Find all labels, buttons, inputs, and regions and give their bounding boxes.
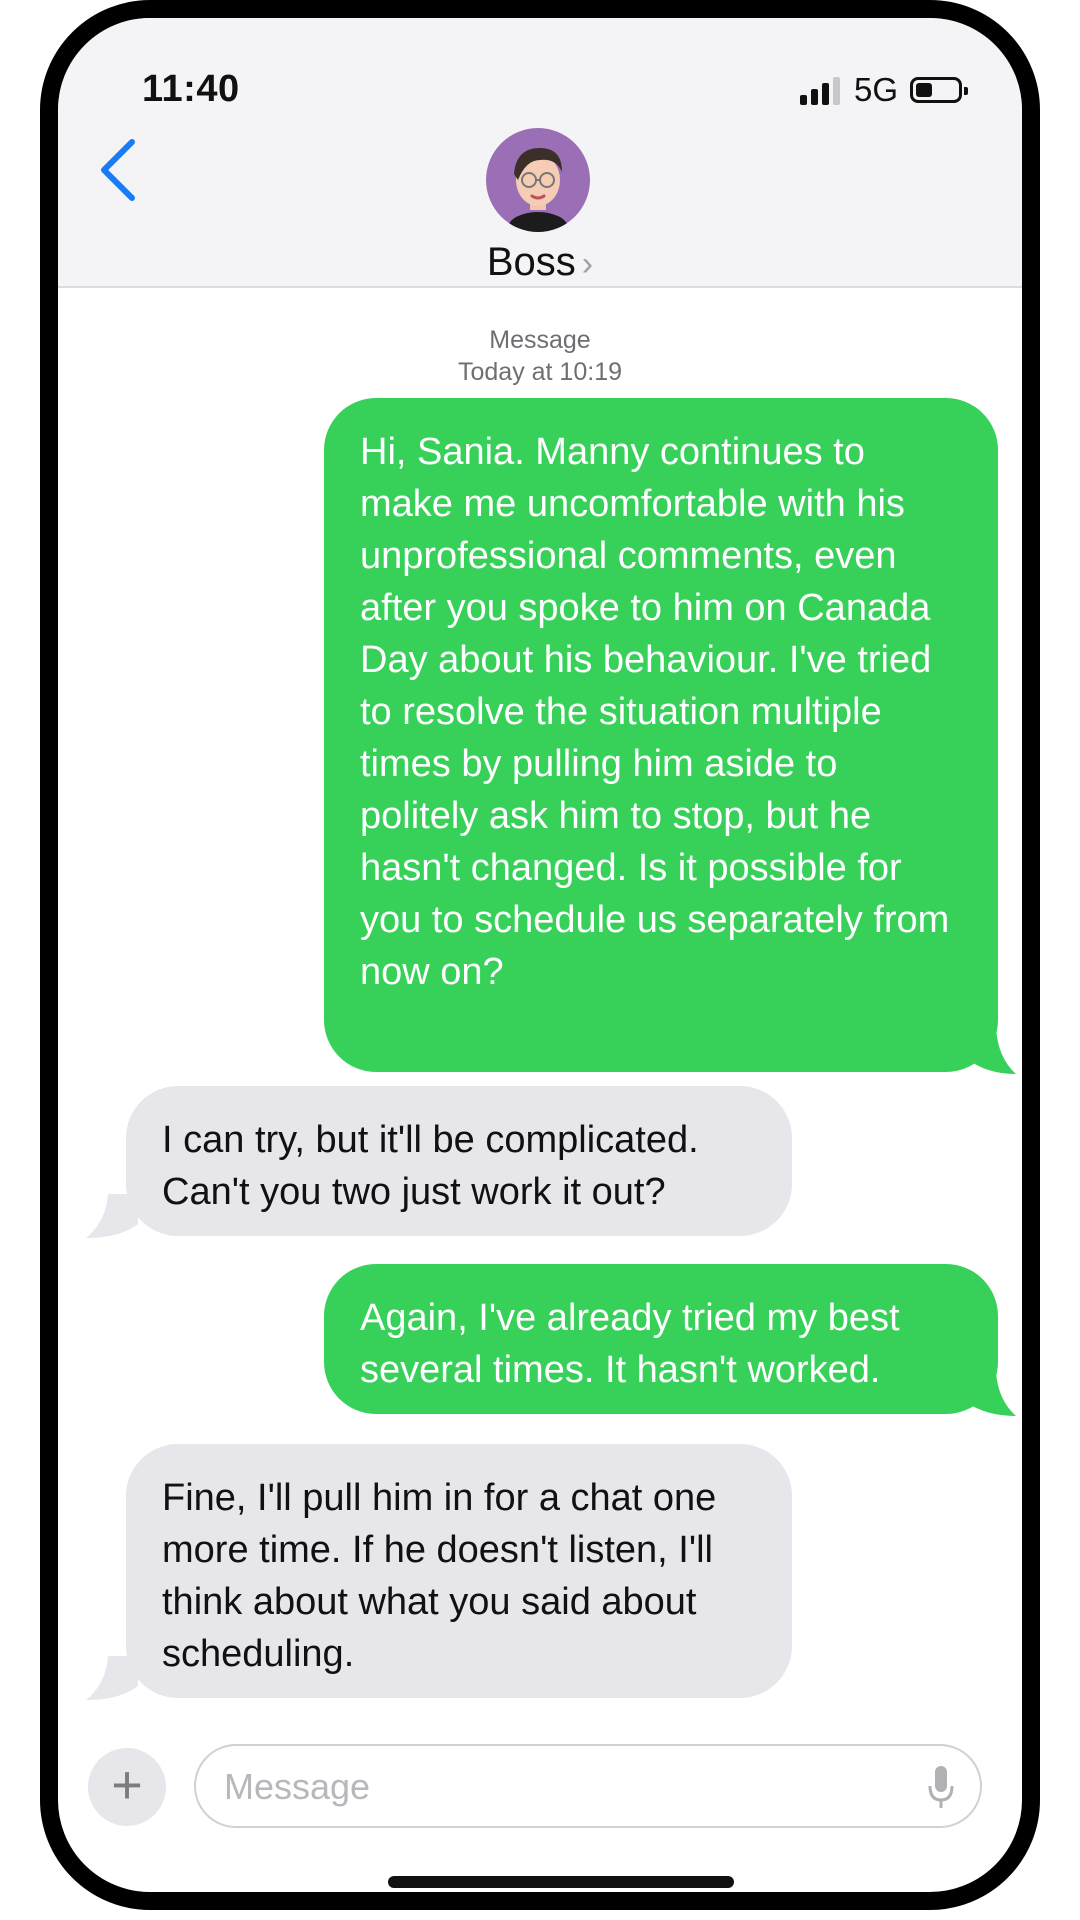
- composer: [58, 1738, 1022, 1838]
- thread-meta-label: Message: [489, 326, 591, 354]
- message-text: Hi, Sania. Manny continues to make me uncomfortable with his unprofessional comments, even after you spoke to him on Canada Day about his behaviour. I've tried to resolve the situation multiple times by pulling him aside to politely ask him to stop, but he hasn't changed. Is it possible for you to schedule us separately from now on?: [360, 431, 950, 993]
- plus-icon[interactable]: +: [88, 1748, 166, 1826]
- battery-icon: [910, 77, 962, 103]
- phone-frame: [40, 0, 1040, 1910]
- signal-icon: [800, 75, 844, 105]
- bubble-tail: [966, 1372, 1016, 1418]
- message-bubble-received[interactable]: [126, 1086, 792, 1236]
- message-text: I can try, but it'll be complicated. Can't you two just work it out?: [162, 1119, 699, 1213]
- bubble-tail: [86, 1656, 138, 1702]
- contact-name-label: Boss: [486, 240, 576, 284]
- contact-name[interactable]: [58, 240, 1022, 285]
- message-input-placeholder: Message: [224, 1766, 371, 1807]
- status-bar-indicators: [800, 70, 962, 110]
- thread-meta-timestamp: Today at 10:19: [457, 358, 622, 386]
- thread-meta: [58, 324, 1022, 388]
- message-bubble-sent[interactable]: [324, 398, 998, 1072]
- chevron-left-icon[interactable]: [88, 130, 148, 210]
- chevron-right-icon: ›: [581, 245, 594, 283]
- message-text: Again, I've already tried my best several times. It hasn't worked.: [360, 1297, 900, 1391]
- bubble-tail: [966, 1028, 1016, 1076]
- message-text: Fine, I'll pull him in for a chat one more time. If he doesn't listen, I'll think about what you said about scheduling.: [162, 1477, 717, 1675]
- message-bubble-received[interactable]: [126, 1444, 792, 1698]
- network-label: 5G: [853, 71, 898, 108]
- home-indicator[interactable]: [388, 1876, 734, 1888]
- conversation-header: [58, 18, 1022, 288]
- avatar-illustration: [486, 128, 590, 232]
- microphone-icon[interactable]: [926, 1764, 956, 1812]
- message-input[interactable]: [194, 1744, 982, 1828]
- message-bubble-sent[interactable]: [324, 1264, 998, 1414]
- status-time: 11:40: [142, 68, 240, 110]
- avatar[interactable]: [486, 128, 590, 232]
- bubble-tail: [86, 1194, 138, 1240]
